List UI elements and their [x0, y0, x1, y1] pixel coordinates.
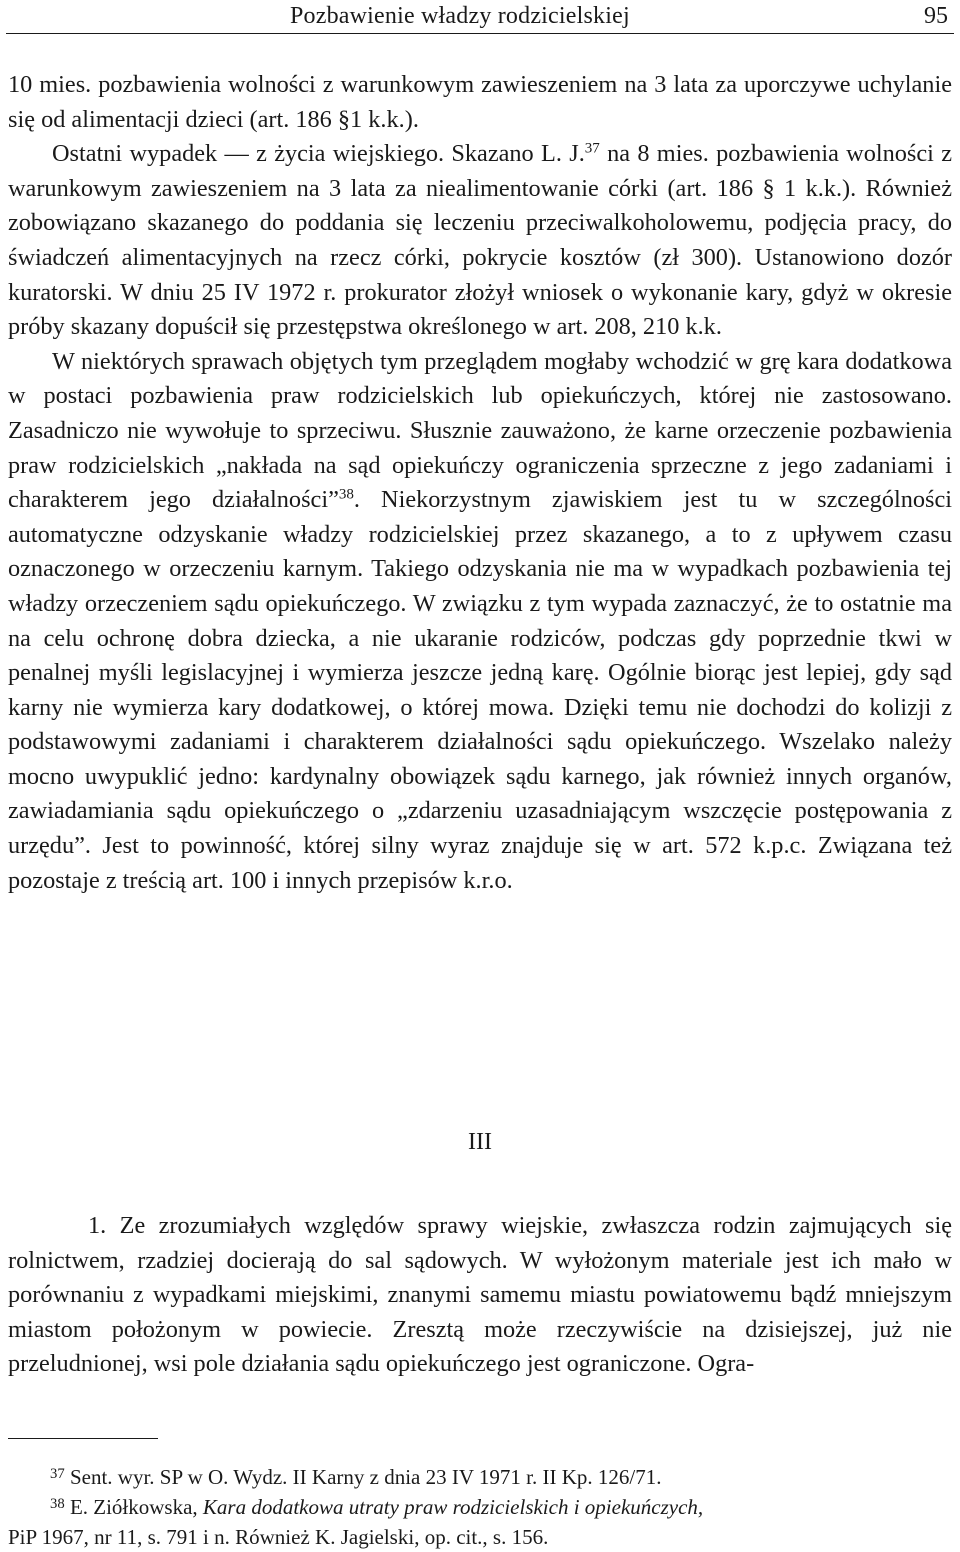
- main-text: [8, 68, 952, 898]
- section-paragraph: 1. Ze zrozumiałych względów sprawy wiejskie, zwłaszcza rodzin zajmujących się rolnictwem, rzadziej docierają do sal sądowych. W wyłożonym materiale jest ich mało w porównaniu z wypadkami miejskimi, znanymi samemu miastu powiatowemu bądź mniejszym miastom położonym w powiecie. Zresztą może rzeczywiście na dzisiejszej, już nie przeludnionej, wsi pole działania sądu opiekuńczego jest ograniczone. Ogra-: [8, 1212, 952, 1378]
- footnote-reference-38[interactable]: 38: [338, 486, 354, 503]
- header-rule: [6, 33, 954, 34]
- running-header: [0, 0, 960, 36]
- paragraph-text: Ostatni wypadek — z życia wiejskiego. Skazano L. J.: [52, 140, 585, 168]
- paragraph-continuation: [8, 68, 952, 137]
- footnote-reference-37[interactable]: 37: [584, 140, 600, 157]
- paragraph-text: W niektórych sprawach objętych tym przeglądem mogłaby wchodzić w grę kara dodatkowa w postaci pozbawienia praw rodzicielskich lub opiekuńczych, której nie zastosowano. Zasadniczo nie wywołuje to sprzeciwu. Słusznie zauważono, że karne orzeczenie pozbawienia praw rodzicielskich „nakłada na sąd opiekuńczy ograniczenia sprzeczne z jego zadaniami i charakterem jego działalności”: [8, 347, 952, 514]
- section-heading: III: [468, 1129, 492, 1155]
- footnote-text: PiP 1967, nr 11, s. 791 i n. Również K. Jagielski, op. cit., s. 156.: [8, 1525, 549, 1549]
- section-text: [8, 1209, 952, 1382]
- paragraph-case-example: [8, 137, 952, 345]
- footnote-38: [8, 1492, 952, 1522]
- footnote-text: E. Ziółkowska,: [64, 1495, 203, 1519]
- paragraph-text: 10 mies. pozbawienia wolności z warunkowym zawieszeniem na 3 lata za uporczywe uchylanie się od alimentacji dzieci (art. 186 §1 k.k.).: [8, 71, 952, 133]
- footnote-mark: 38: [50, 1496, 65, 1513]
- cited-title: Kara dodatkowa utraty praw rodzicielskich i opiekuńczych,: [202, 1495, 704, 1519]
- footnote-38-continuation: [8, 1522, 952, 1552]
- page-number: 95: [924, 3, 948, 29]
- footnote-rule: [8, 1438, 158, 1439]
- footnote-37: [8, 1462, 952, 1492]
- footnote-mark: 37: [50, 1466, 65, 1483]
- paragraph-additional-penalty: [8, 345, 952, 899]
- footnote-text: Sent. wyr. SP w O. Wydz. II Karny z dnia 23 IV 1971 r. II Kp. 126/71.: [64, 1465, 662, 1489]
- running-title: Pozbawienie władzy rodzicielskiej: [290, 3, 630, 29]
- footnotes: [8, 1462, 952, 1552]
- paragraph-text: na 8 mies. pozbawienia wolności z warunkowym zawieszeniem na 3 lata za niealimentowanie córki (art. 186 § 1 k.k.). Również zobowiązano skazanego do poddania się leczeniu przeciwalkoholowemu, podjęcia pracy, do świadczeń alimentacyjnych na rzecz córki, pokrycie kosztów (zł 300). Ustanowiono dozór kuratorski. W dniu 25 IV 1972 r. prokurator złożył wniosek o wykonanie kary, gdyż w okresie próby skazany dopuścił się przestępstwa określonego w art. 208, 210 k.k.: [8, 140, 952, 341]
- paragraph-text: . Niekorzystnym zjawiskiem jest tu w szczególności automatyczne odzyskanie władzy rodzicielskiej przez skazanego, a to z upływem czasu oznaczonego w orzeczeniu karnym. Takiego odzyskania nie ma w wypadkach pozbawienia tej władzy orzeczeniem sądu opiekuńczego. W związku z tym wypada zaznaczyć, że to ostatnie ma na celu ochronę dobra dziecka, a nie ukaranie rodziców, podczas gdy poprzednie tkwi w penalnej myśli legislacyjnej i wymierza jeszcze jedną karę. Ogólnie biorąc jest lepiej, gdy sąd karny nie wymierza kary dodatkowej, o której mowa. Dzięki temu nie dochodzi do kolizji z podstawowymi zadaniami i charakterem działalności sądu opiekuńczego. Wszelako należy mocno uwypuklić jedno: kardynalny obowiązek sądu karnego, jak również innych organów, zawiadamiania sądu opiekuńczego o „zdarzeniu uzasadniającym wszczęcie postępowania z urzędu”. Jest to powinność, której silny wyraz znajduje się w art. 572 k.p.c. Związana też pozostaje z treścią art. 100 i innych przepisów k.r.o.: [8, 486, 952, 894]
